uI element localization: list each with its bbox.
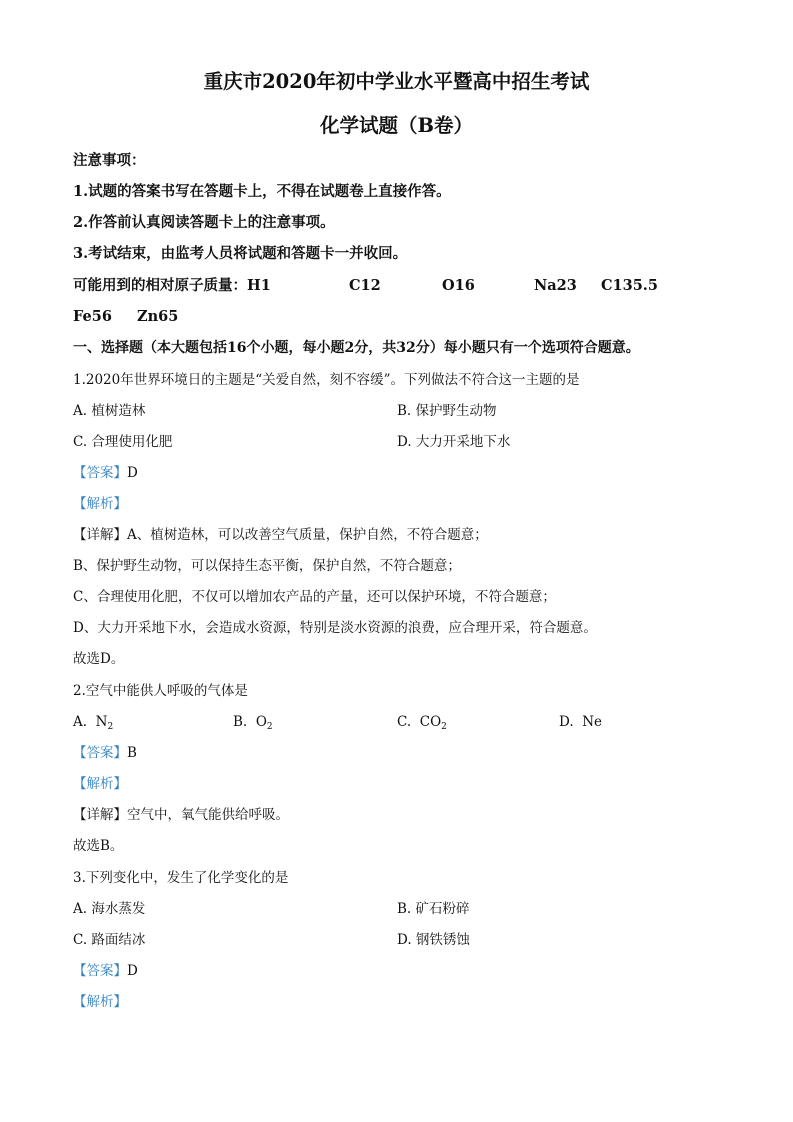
answer-tag: 【答案】 (73, 465, 127, 481)
q3-option-d: D. 钢铁锈蚀 (397, 932, 470, 948)
atomic-mass-zn: Zn65 (137, 308, 179, 325)
q2-detail-text: 空气中，氧气能供给呼吸。 (127, 807, 289, 823)
detail-tag: 【详解】 (73, 527, 127, 543)
q2-option-b: B. $O_2$ (233, 714, 273, 732)
answer-tag: 【答案】 (73, 745, 127, 761)
q3-option-a: A. 海水蒸发 (73, 901, 146, 917)
q1-option-d: D. 大力开采地下水 (397, 434, 511, 450)
atomic-mass-label: 可能用到的相对原子质量：H1 (73, 277, 271, 294)
exam-title: 重庆市2020年初中学业水平暨高中招生考试 (203, 70, 590, 93)
exam-subtitle: 化学试题（B卷） (320, 114, 473, 137)
q1-detail-b: B、保护野生动物，可以保持生态平衡，保护自然，不符合题意； (73, 558, 461, 574)
q1-detail-c: C、合理使用化肥，不仅可以增加农产品的产量，还可以保护环境，不符合题意； (73, 589, 556, 605)
answer-tag: 【答案】 (73, 963, 127, 979)
notice-heading: 注意事项： (73, 152, 146, 169)
q1-answer (73, 465, 138, 481)
atomic-mass-cl: C135.5 (601, 277, 658, 294)
q2-option-c: C. $CO_2$ (397, 714, 447, 732)
section-heading: 一、选择题（本大题包括16个小题，每小题2分，共32分）每小题只有一个选项符合题意。 (73, 340, 640, 356)
q2-answer-value: B (127, 745, 137, 761)
q2-option-a: A. $N_2$ (73, 714, 114, 732)
q1-option-c: C. 合理使用化肥 (73, 434, 173, 450)
q2-conclusion: 故选B。 (73, 838, 124, 854)
q2-answer (73, 745, 137, 761)
q1-detail-a (73, 527, 488, 543)
q1-option-a: A. 植树造林 (73, 403, 146, 419)
q1-detail-d: D、大力开采地下水，会造成水资源，特别是淡水资源的浪费，应合理开采，符合题意。 (73, 620, 597, 636)
q3-answer (73, 963, 138, 979)
q1-answer-value: D (127, 465, 138, 481)
atomic-mass-o: O16 (442, 277, 475, 294)
q3-stem: 3.下列变化中，发生了化学变化的是 (73, 870, 289, 886)
q1-detail-a-text: A、植树造林，可以改善空气质量，保护自然，不符合题意； (127, 527, 488, 543)
q1-conclusion: 故选D。 (73, 651, 125, 667)
q3-option-b: B. 矿石粉碎 (397, 901, 470, 917)
q1-analysis-tag: 【解析】 (73, 496, 127, 512)
q3-answer-value: D (127, 963, 138, 979)
q3-analysis-tag: 【解析】 (73, 994, 127, 1010)
notice-item-2: 2.作答前认真阅读答题卡上的注意事项。 (73, 214, 335, 231)
q3-option-c: C. 路面结冰 (73, 932, 146, 948)
q2-stem: 2.空气中能供人呼吸的气体是 (73, 683, 248, 699)
q2-option-d: D. Ne (559, 714, 603, 730)
q2-detail (73, 807, 289, 823)
detail-tag: 【详解】 (73, 807, 127, 823)
atomic-mass-c: C12 (349, 277, 381, 294)
notice-item-1: 1.试题的答案书写在答题卡上，不得在试题卷上直接作答。 (73, 183, 451, 200)
atomic-mass-na: Na23 (534, 277, 577, 294)
q1-stem: 1.2020年世界环境日的主题是“关爱自然，刻不容缓”。下列做法不符合这一主题的是 (73, 372, 580, 388)
q2-analysis-tag: 【解析】 (73, 776, 127, 792)
q1-option-b: B. 保护野生动物 (397, 403, 497, 419)
atomic-mass-fe: Fe56 (73, 308, 112, 325)
notice-item-3: 3.考试结束，由监考人员将试题和答题卡一并收回。 (73, 245, 408, 262)
